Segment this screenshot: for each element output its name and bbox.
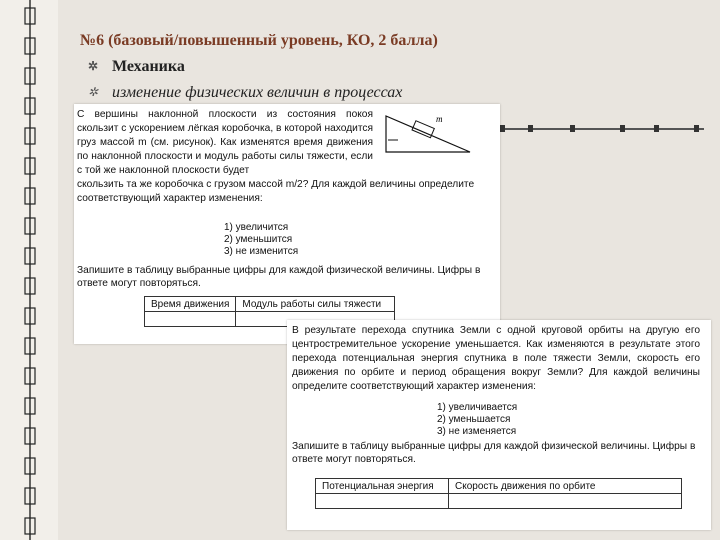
option-item: 2) уменьшается bbox=[437, 414, 511, 425]
chain-decoration-icon bbox=[20, 0, 40, 540]
option-item: 1) увеличивается bbox=[437, 402, 518, 413]
table-header-cell: Время движения bbox=[145, 297, 236, 312]
answer-options bbox=[437, 402, 517, 438]
option-item: 3) не изменяется bbox=[437, 426, 517, 437]
option-item: 2) уменьшится bbox=[224, 234, 293, 245]
bullet-text: Механика bbox=[112, 58, 185, 75]
answer-cell[interactable] bbox=[449, 494, 682, 509]
decorative-chain-stripe bbox=[0, 0, 58, 540]
task-instruction: Запишите в таблицу выбранные цифры для каждой физической величины. Цифры в ответе могут повторяться. bbox=[292, 441, 696, 465]
option-item: 3) не изменится bbox=[224, 246, 299, 257]
task-card-incline bbox=[74, 104, 500, 344]
incline-plane-figure-icon bbox=[378, 110, 478, 158]
bullet-text: изменение физических величин в процессах bbox=[112, 84, 403, 101]
table-header-cell: Модуль работы силы тяжести bbox=[236, 297, 395, 312]
decorative-divider bbox=[480, 128, 704, 130]
answer-cell[interactable] bbox=[316, 494, 449, 509]
answer-table bbox=[315, 478, 682, 509]
bullet-star-icon: ✲ bbox=[88, 85, 99, 99]
task-text-continued: скользить та же коробочка с грузом массой m/2? Для каждой величины определите соответствующий характер изменения: bbox=[77, 179, 475, 204]
table-header-cell: Потенциальная энергия bbox=[316, 479, 449, 494]
answer-cell[interactable] bbox=[145, 312, 236, 327]
task-card-satellite bbox=[287, 320, 711, 530]
answer-options bbox=[224, 222, 298, 258]
task-instruction: Запишите в таблицу выбранные цифры для каждой физической величины. Цифры в ответе могут повторяться. bbox=[77, 265, 481, 289]
bullet-star-icon: ✲ bbox=[88, 59, 99, 73]
task-text: В результате перехода спутника Земли с одной круговой орбиты на другую его центростремительное ускорение уменьшается. Как изменяются в результате этого перехода потенциальная энергия спутника в поле тяжести Земли, скорость его движения по орбите и период обращения вокруг Земли? Для каждой величины определите соответствующий характер изменения: bbox=[292, 325, 700, 392]
task-text: С вершины наклонной плоскости из состояния покоя скользит с ускорением лёгкая коробочка, в которой находится груз массой m (см. рисунок). Как изменятся время движения по наклонной плоскости и модуль работы силы тяжести, если с той же наклонной плоскости будет bbox=[77, 109, 373, 176]
table-header-cell: Скорость движения по орбите bbox=[449, 479, 682, 494]
option-item: 1) увеличится bbox=[224, 222, 289, 233]
slide-title: №6 (базовый/повышенный уровень, КО, 2 балла) bbox=[80, 32, 438, 49]
figure-mass-label: m bbox=[436, 114, 443, 124]
